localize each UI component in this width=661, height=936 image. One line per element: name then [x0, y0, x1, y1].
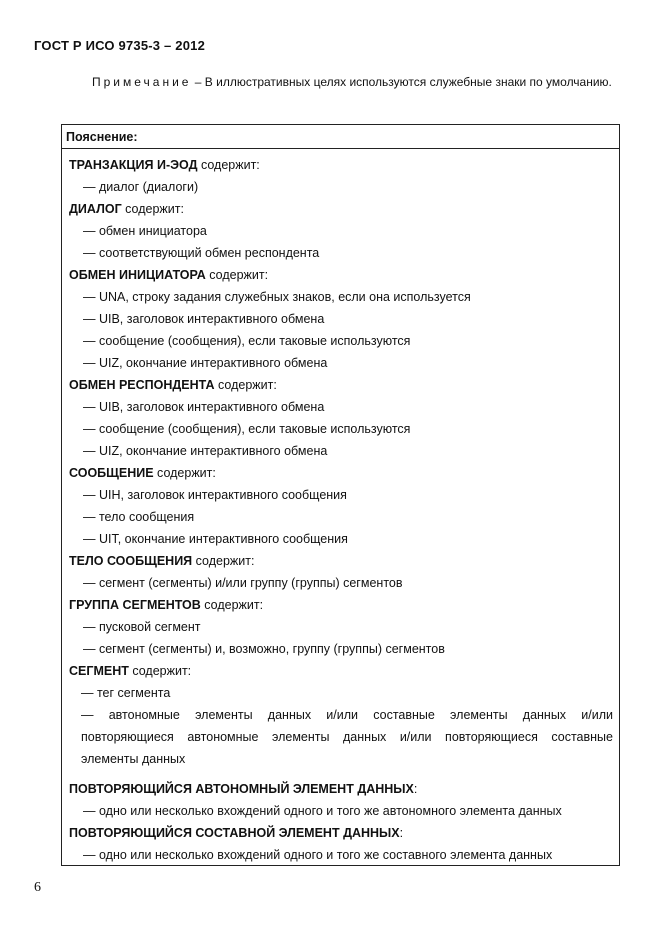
- definition-item: — тег сегмента: [81, 686, 171, 700]
- definition-term: СЕГМЕНТ: [69, 664, 129, 678]
- definition-suffix: содержит:: [121, 202, 184, 216]
- definition-item: — сообщение (сообщения), если таковые используются: [83, 334, 411, 348]
- definition-heading: [69, 374, 613, 396]
- definition-heading: [69, 778, 613, 800]
- definition-heading: [69, 154, 613, 176]
- definition-term: ДИАЛОГ: [69, 202, 122, 216]
- note-text: – В иллюстративных целях используются служебные знаки по умолчанию.: [191, 75, 612, 89]
- spacer: [69, 770, 613, 778]
- definition-suffix: :: [399, 826, 404, 840]
- definition-item: — UIZ, окончание интерактивного обмена: [83, 444, 328, 458]
- explanation-box: [61, 124, 620, 866]
- definition-term: СООБЩЕНИЕ: [69, 466, 154, 480]
- definition-suffix: содержит:: [153, 466, 216, 480]
- box-title: Пояснение:: [66, 130, 138, 144]
- explanation-content: [69, 154, 613, 866]
- definition-heading: [69, 660, 613, 682]
- definition-item: — UIT, окончание интерактивного сообщения: [83, 532, 348, 546]
- definition-term: ТЕЛО СООБЩЕНИЯ: [69, 554, 193, 568]
- box-title-divider: [62, 148, 619, 149]
- definition-item: — UIB, заголовок интерактивного обмена: [83, 400, 325, 414]
- definition-item: — пусковой сегмент: [83, 620, 201, 634]
- definition-item: — сегмент (сегменты) и, возможно, группу (группы) сегментов: [83, 642, 445, 656]
- definition-suffix: :: [413, 782, 418, 796]
- definition-heading: [69, 822, 613, 844]
- definition-heading: [69, 550, 613, 572]
- definition-item: — UIH, заголовок интерактивного сообщения: [83, 488, 347, 502]
- definition-item-paragraph: — автономные элементы данных и/или составные элементы данных и/или повторяющиеся автономные элементы данных и/или повторяющиеся составные элементы данных: [81, 708, 613, 766]
- definition-item: — одно или несколько вхождений одного и того же автономного элемента данных: [83, 804, 562, 818]
- definition-heading: [69, 198, 613, 220]
- definition-item: — соответствующий обмен респондента: [83, 246, 320, 260]
- definition-item: — UIB, заголовок интерактивного обмена: [83, 312, 325, 326]
- definition-item: — сообщение (сообщения), если таковые используются: [83, 422, 411, 436]
- definition-suffix: содержит:: [197, 158, 260, 172]
- definition-suffix: содержит:: [128, 664, 192, 678]
- document-header: ГОСТ Р ИСО 9735-3 – 2012: [34, 38, 205, 53]
- definition-term: ПОВТОРЯЮЩИЙСЯ АВТОНОМНЫЙ ЭЛЕМЕНТ ДАННЫХ: [69, 782, 414, 796]
- definition-term: ОБМЕН ИНИЦИАТОРА: [69, 268, 206, 282]
- definition-suffix: содержит:: [205, 268, 269, 282]
- definition-item: — обмен инициатора: [83, 224, 207, 238]
- note-label: Примечание: [92, 75, 192, 89]
- definition-suffix: содержит:: [192, 554, 255, 568]
- definition-heading: [69, 462, 613, 484]
- definition-term: ТРАНЗАКЦИЯ И-ЭОД: [69, 158, 198, 172]
- definition-heading: [69, 264, 613, 286]
- definition-suffix: содержит:: [200, 598, 264, 612]
- definition-suffix: содержит:: [214, 378, 277, 392]
- definition-item: — одно или несколько вхождений одного и того же составного элемента данных: [83, 848, 553, 862]
- definition-item: — UNA, строку задания служебных знаков, если она используется: [83, 290, 471, 304]
- definition-heading: [69, 594, 613, 616]
- note-paragraph: [34, 71, 616, 93]
- definition-term: ГРУППА СЕГМЕНТОВ: [69, 598, 201, 612]
- definition-item: — тело сообщения: [83, 510, 195, 524]
- definition-item: — UIZ, окончание интерактивного обмена: [83, 356, 328, 370]
- definition-term: ОБМЕН РЕСПОНДЕНТА: [69, 378, 215, 392]
- page-number: 6: [34, 880, 41, 895]
- definition-item: — диалог (диалоги): [83, 180, 199, 194]
- definition-term: ПОВТОРЯЮЩИЙСЯ СОСТАВНОЙ ЭЛЕМЕНТ ДАННЫХ: [69, 826, 400, 840]
- definition-item: — сегмент (сегменты) и/или группу (группы) сегментов: [83, 576, 403, 590]
